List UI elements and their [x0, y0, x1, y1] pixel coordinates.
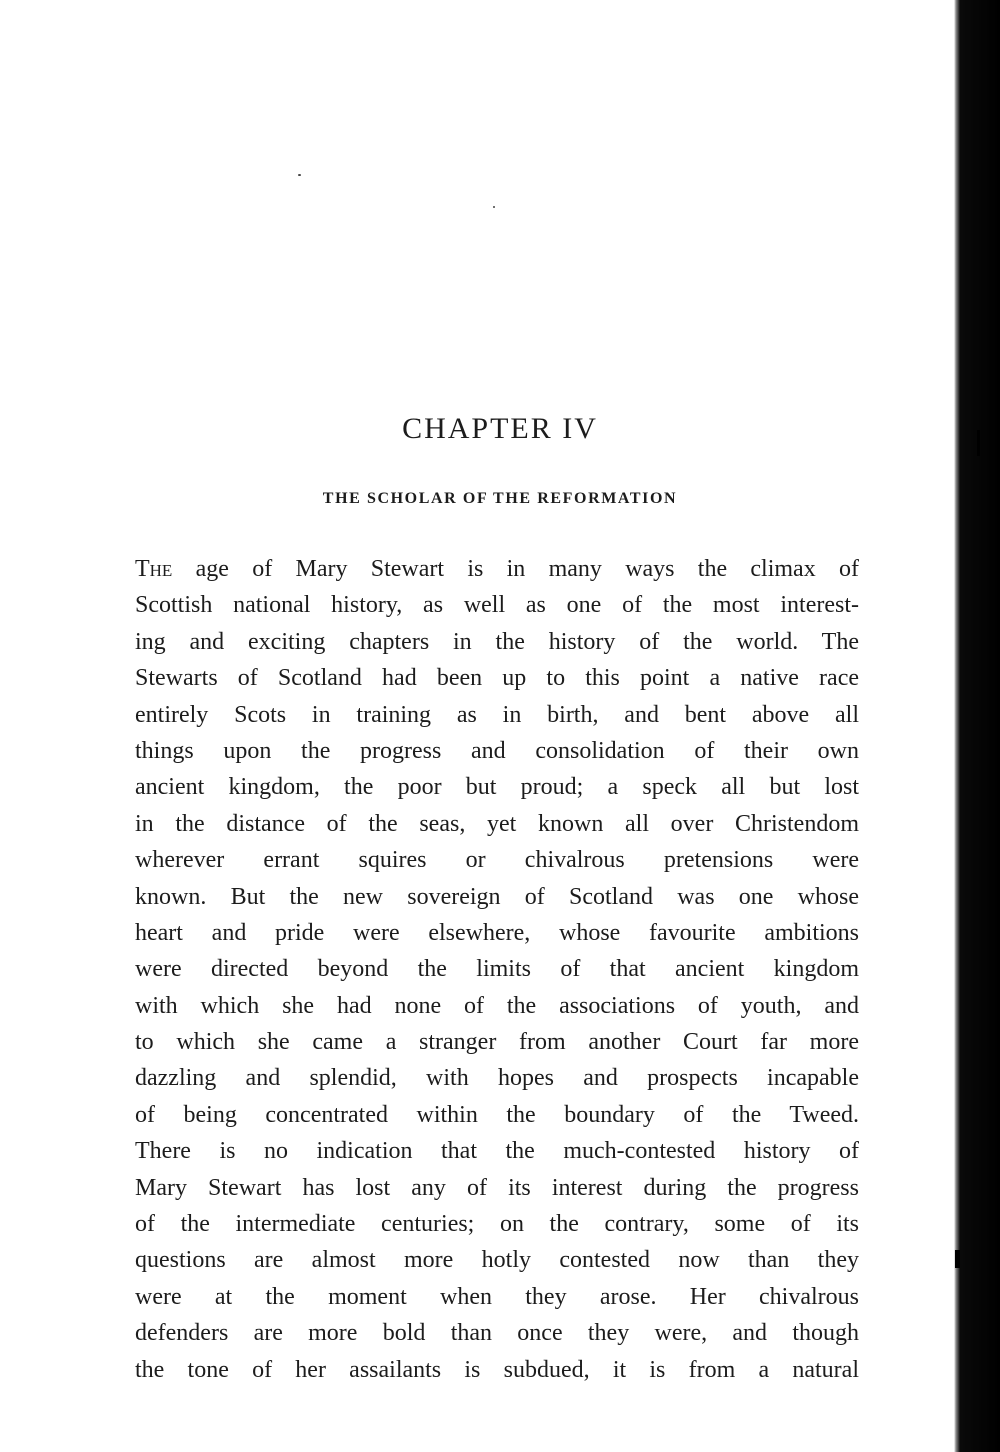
text-line: Mary Stewart has lost any of its interest during the progress — [135, 1174, 859, 1201]
text-line: wherever errant squires or chivalrous pretensions were — [135, 847, 859, 874]
text-line: defenders are more bold than once they were, and though — [135, 1320, 859, 1347]
text-line: in the distance of the seas, yet known all over Christendom — [135, 810, 859, 837]
text-line: the tone of her assailants is subdued, it is from a natural — [135, 1356, 859, 1383]
chapter-subtitle: THE SCHOLAR OF THE REFORMATION — [322, 490, 678, 507]
page-edge-shadow — [954, 0, 1000, 1452]
text-line: things upon the progress and consolidation of their own — [135, 737, 859, 764]
text-line: to which she came a stranger from another Court far more — [135, 1029, 859, 1056]
text-line: were at the moment when they arose. Her chivalrous — [135, 1283, 859, 1310]
text-line: were directed beyond the limits of that ancient kingdom — [135, 956, 859, 983]
text-line: of the intermediate centuries; on the contrary, some of its — [135, 1211, 859, 1238]
ink-speck — [298, 174, 301, 176]
chapter-body — [135, 551, 859, 1388]
text-line: heart and pride were elsewhere, whose favourite ambitions — [135, 919, 859, 946]
edge-mark — [977, 430, 980, 456]
text-line: known. But the new sovereign of Scotland was one whose — [135, 883, 859, 910]
text-line: Stewarts of Scotland had been up to this point a native race — [135, 665, 859, 692]
text-line: of being concentrated within the boundary of the Tweed. — [135, 1101, 859, 1128]
text-line: entirely Scots in training as in birth, and bent above all — [135, 701, 859, 728]
text-line: The age of Mary Stewart is in many ways the climax of — [135, 556, 859, 582]
text-line: ancient kingdom, the poor but proud; a speck all but lost — [135, 774, 859, 801]
lead-word: The — [135, 556, 173, 582]
text-line: with which she had none of the associations of youth, and — [135, 992, 859, 1019]
edge-mark — [955, 1250, 960, 1268]
text-line: There is no indication that the much-contested history of — [135, 1138, 859, 1165]
chapter-title: CHAPTER IV — [402, 412, 598, 445]
text-line: dazzling and splendid, with hopes and prospects incapable — [135, 1065, 859, 1092]
ink-speck — [493, 206, 495, 208]
text-line: ing and exciting chapters in the history of the world. The — [135, 628, 859, 655]
text-line: Scottish national history, as well as one of the most interest- — [135, 592, 859, 619]
text-line: questions are almost more hotly contested now than they — [135, 1247, 859, 1274]
